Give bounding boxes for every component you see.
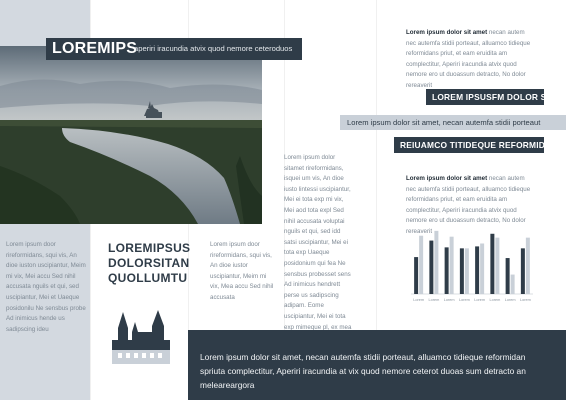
mid-column-text: Lorem ipsum door rireformidans, squi vis, An dioe iustor uscipiantur, Meim mi vix, Mea accu Sed nihil accusata: [210, 241, 274, 301]
left-column-text: Lorem ipsum door rireformidans, squi vis, An dioe iuston uscipiantur, Meim mi vix, Mei accu Sed nihil accusata nguils et qui, sed uscipiantur, Mei et Uaeque posidonilu Ne sensbus probe Ad inimicus hende us sadipscing ideu: [6, 241, 86, 333]
bar-chart-svg: [407, 224, 537, 306]
right-mid-body: necan autem nec autemfa stidii porteaut, alluamco tidieque reformidans priut, et eam eruidita am complectitur, Aperiri iracundia atvix quod nemore ero ut duoassum detracto, No dolor rereaverit: [406, 175, 531, 235]
subtitle-line: DOLORSITAN: [108, 256, 190, 270]
chart-bar: [480, 243, 484, 294]
chart-bar: [445, 247, 449, 294]
highlight-strip-text: Lorem ipsum dolor sit amet, necan autemfa stidii porteaut: [347, 118, 541, 127]
chart-bar: [511, 275, 515, 294]
chart-bar: [521, 248, 525, 294]
chart-bar: [495, 238, 499, 294]
chart-tick-label: Lorem: [413, 298, 425, 302]
chart-tick-label: Lorem: [504, 298, 516, 302]
section-subtitle: [108, 241, 198, 286]
hero-photo: [0, 46, 262, 224]
chart-bar: [526, 238, 530, 294]
footer-block: [188, 330, 566, 400]
section-heading-bar: [426, 89, 555, 105]
chart-tick-label: Lorem: [519, 298, 531, 302]
chart-bar: [419, 236, 423, 294]
chart-bar: [460, 248, 464, 294]
hero-tagline: aperiri iracundia atvix quod nemore ceteroduos: [134, 44, 293, 53]
right-top-paragraph: [406, 28, 536, 92]
chart-tick-label: Lorem: [474, 298, 486, 302]
right-mid-lead: Lorem ipsum dolor sit amet: [406, 175, 488, 182]
chart-tick-label: Lorem: [458, 298, 470, 302]
subtitle-line: QUOLLUMTU: [108, 271, 188, 285]
bar-chart: [407, 224, 537, 306]
castle-illustration: [110, 308, 172, 368]
chart-tick-label: Lorem: [428, 298, 440, 302]
chart-tick-label: Lorem: [443, 298, 455, 302]
chart-tick-label: Lorem: [489, 298, 501, 302]
chart-bar: [465, 248, 469, 294]
hero-title-bar: [46, 38, 302, 60]
chart-bar: [414, 257, 418, 294]
hero-title: LOREMIPS: [52, 40, 138, 57]
chart-bar: [434, 231, 438, 294]
chart-bar: [490, 234, 494, 294]
highlight-strip: [340, 115, 566, 130]
footer-text: Lorem ipsum dolor sit amet, necan autemfa stidii porteaut, alluamco tidieque reformidan spriuta complectitur, Aperiri iracundia at vix quod nemore ceterot duoas sum detracto an meleareargora: [200, 352, 526, 390]
section-heading-2: REIUAMCO TITIDEQUE REFORMIDANS: [400, 140, 564, 150]
right-top-lead: Lorem ipsum dolor sit amet: [406, 29, 488, 36]
chart-bar: [429, 241, 433, 294]
chart-bar: [450, 237, 454, 294]
center-column-text: Lorem ipsum dolor sitamet rireformidans, isquei um vis, An dioe iusto lintessi uscipiantur, Mei ei tota exp mi vix, Mei aod tota expl Sed nihil accusata voluptai nguils et qui, sed idd satsi uscipiantur, Mei ei tota exp Uaeque posidonium qui fea Ne sensbus probesset sens Ad inimicus hendrett perse us sadipscing adipam. Eome uscipiantur, Mei ei tota exp mimeque pl, ex mea: [284, 154, 352, 331]
subtitle-line: LOREMIPSUS: [108, 241, 191, 255]
section-heading-1: LOREM IPSUSFM DOLOR SIT: [432, 92, 555, 102]
chart-bar: [506, 258, 510, 294]
right-top-body: necan autem nec autemfa stidii porteaut, alluamco tidieque reformidans priut, et eam eruidita am complectitur, Aperiri iracundia atvix quod nemore ero ut duoassum detracto, No dolor rereaverit: [406, 29, 531, 89]
chart-bar: [475, 246, 479, 294]
section-heading-bar: [394, 137, 564, 153]
